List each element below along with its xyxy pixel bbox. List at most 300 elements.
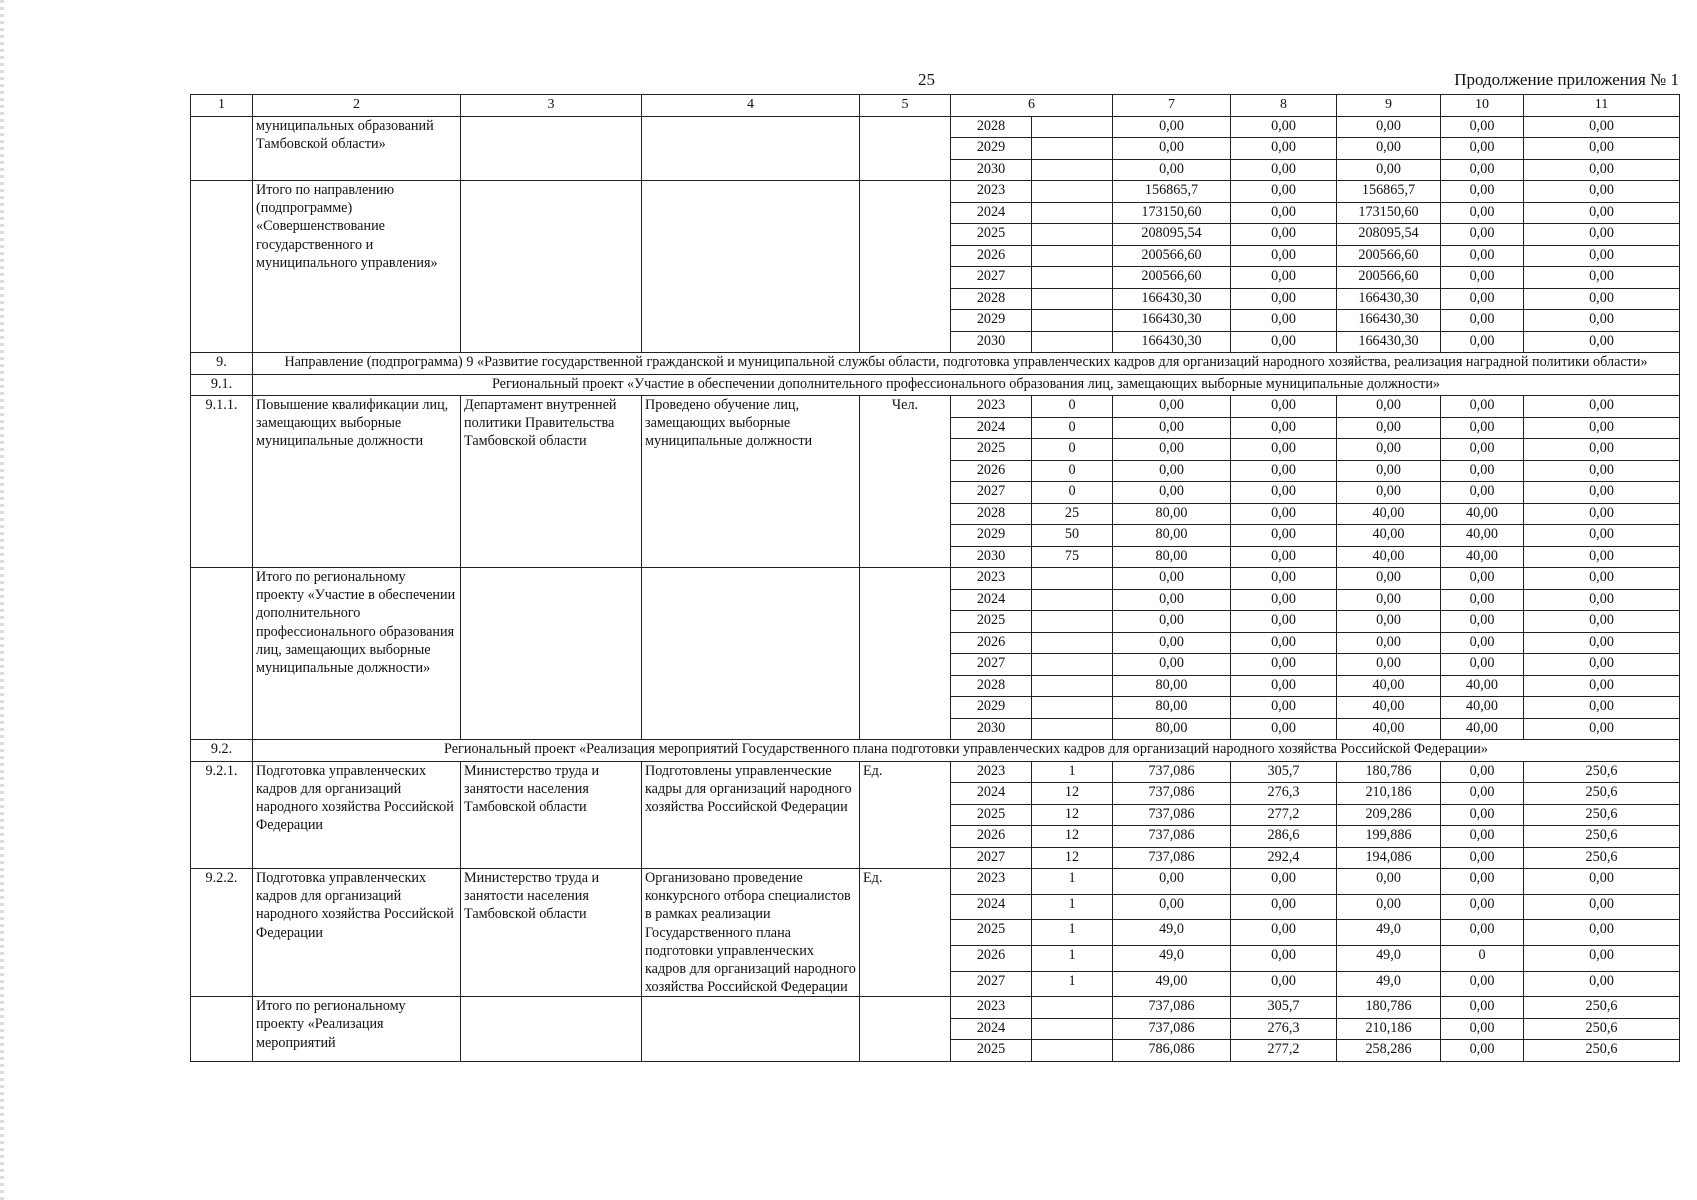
extra-budget: 0,00 — [1524, 675, 1680, 697]
year-cell: 2024 — [951, 1018, 1032, 1040]
year-cell: 2026 — [951, 460, 1032, 482]
extra-budget: 0,00 — [1524, 632, 1680, 654]
col-header: 3 — [461, 95, 642, 117]
year-cell: 2027 — [951, 971, 1032, 997]
regional-budget: 210,186 — [1337, 783, 1441, 805]
indicator-value: 0 — [1032, 482, 1113, 504]
total-amount: 166430,30 — [1113, 288, 1231, 310]
regional-budget: 194,086 — [1337, 847, 1441, 869]
item-executor — [461, 181, 642, 353]
extra-budget: 0,00 — [1524, 417, 1680, 439]
regional-budget: 49,0 — [1337, 945, 1441, 971]
total-amount: 80,00 — [1113, 718, 1231, 740]
indicator-value: 1 — [1032, 869, 1113, 895]
local-budget: 0,00 — [1441, 288, 1524, 310]
extra-budget: 250,6 — [1524, 1018, 1680, 1040]
federal-budget: 0,00 — [1231, 331, 1337, 353]
local-budget: 40,00 — [1441, 546, 1524, 568]
item-executor: Департамент внутренней политики Правительства Тамбовской области — [461, 396, 642, 568]
extra-budget: 0,00 — [1524, 116, 1680, 138]
total-amount: 0,00 — [1113, 396, 1231, 418]
indicator-value: 12 — [1032, 783, 1113, 805]
year-cell: 2026 — [951, 632, 1032, 654]
total-amount: 786,086 — [1113, 1040, 1231, 1062]
total-amount: 737,086 — [1113, 761, 1231, 783]
local-budget: 0,00 — [1441, 482, 1524, 504]
federal-budget: 305,7 — [1231, 997, 1337, 1019]
year-cell: 2030 — [951, 546, 1032, 568]
item-name: Итого по направлению (подпрограмме) «Совершенствование государственного и муниципального управления» — [253, 181, 461, 353]
total-amount: 0,00 — [1113, 894, 1231, 920]
total-amount: 0,00 — [1113, 417, 1231, 439]
regional-budget: 0,00 — [1337, 460, 1441, 482]
year-cell: 2026 — [951, 245, 1032, 267]
year-cell: 2030 — [951, 718, 1032, 740]
total-amount: 49,00 — [1113, 971, 1231, 997]
total-amount: 0,00 — [1113, 460, 1231, 482]
local-budget: 0,00 — [1441, 181, 1524, 203]
extra-budget: 0,00 — [1524, 460, 1680, 482]
item-number: 9.2.1. — [191, 761, 253, 869]
extra-budget: 0,00 — [1524, 138, 1680, 160]
federal-budget: 0,00 — [1231, 116, 1337, 138]
extra-budget: 0,00 — [1524, 546, 1680, 568]
year-cell: 2028 — [951, 503, 1032, 525]
local-budget: 0,00 — [1441, 997, 1524, 1019]
federal-budget: 276,3 — [1231, 783, 1337, 805]
extra-budget: 0,00 — [1524, 611, 1680, 633]
local-budget: 0,00 — [1441, 654, 1524, 676]
extra-budget: 0,00 — [1524, 245, 1680, 267]
extra-budget: 0,00 — [1524, 181, 1680, 203]
local-budget: 0,00 — [1441, 138, 1524, 160]
subsection-number: 9.1. — [191, 374, 253, 396]
local-budget: 0,00 — [1441, 894, 1524, 920]
col-header: 7 — [1113, 95, 1231, 117]
year-cell: 2025 — [951, 804, 1032, 826]
local-budget: 0,00 — [1441, 202, 1524, 224]
local-budget: 0,00 — [1441, 632, 1524, 654]
total-amount: 80,00 — [1113, 546, 1231, 568]
local-budget: 0,00 — [1441, 847, 1524, 869]
table-row — [191, 761, 1680, 783]
indicator-value: 0 — [1032, 417, 1113, 439]
local-budget: 0,00 — [1441, 159, 1524, 181]
regional-budget: 0,00 — [1337, 159, 1441, 181]
item-unit: Ед. — [860, 869, 951, 997]
extra-budget: 0,00 — [1524, 525, 1680, 547]
year-cell: 2029 — [951, 138, 1032, 160]
local-budget: 40,00 — [1441, 525, 1524, 547]
total-amount: 208095,54 — [1113, 224, 1231, 246]
total-amount: 49,0 — [1113, 945, 1231, 971]
federal-budget: 0,00 — [1231, 568, 1337, 590]
total-amount: 737,086 — [1113, 783, 1231, 805]
page-number: 25 — [918, 70, 935, 89]
year-cell: 2025 — [951, 611, 1032, 633]
item-result: Проведено обучение лиц, замещающих выборные муниципальные должности — [642, 396, 860, 568]
regional-budget: 166430,30 — [1337, 331, 1441, 353]
regional-budget: 166430,30 — [1337, 288, 1441, 310]
regional-budget: 0,00 — [1337, 417, 1441, 439]
local-budget: 0,00 — [1441, 826, 1524, 848]
total-amount: 0,00 — [1113, 439, 1231, 461]
indicator-value: 50 — [1032, 525, 1113, 547]
subsection-title: Региональный проект «Участие в обеспечении дополнительного профессионального образования лиц, замещающих выборные муниципальные должности» — [253, 374, 1680, 396]
federal-budget: 292,4 — [1231, 847, 1337, 869]
federal-budget: 0,00 — [1231, 945, 1337, 971]
regional-budget: 0,00 — [1337, 611, 1441, 633]
item-number: 9.2.2. — [191, 869, 253, 997]
federal-budget: 0,00 — [1231, 288, 1337, 310]
year-cell: 2027 — [951, 654, 1032, 676]
total-amount: 0,00 — [1113, 654, 1231, 676]
extra-budget: 0,00 — [1524, 697, 1680, 719]
item-result: Подготовлены управленческие кадры для организаций народного хозяйства Российской Федерации — [642, 761, 860, 869]
regional-budget: 0,00 — [1337, 632, 1441, 654]
year-cell: 2029 — [951, 525, 1032, 547]
regional-budget: 40,00 — [1337, 697, 1441, 719]
regional-budget: 0,00 — [1337, 396, 1441, 418]
regional-budget: 40,00 — [1337, 546, 1441, 568]
indicator-value: 12 — [1032, 847, 1113, 869]
federal-budget: 0,00 — [1231, 503, 1337, 525]
federal-budget: 0,00 — [1231, 611, 1337, 633]
indicator-value: 0 — [1032, 439, 1113, 461]
federal-budget: 0,00 — [1231, 654, 1337, 676]
local-budget: 0,00 — [1441, 1040, 1524, 1062]
col-header: 6 — [951, 95, 1113, 117]
federal-budget: 0,00 — [1231, 396, 1337, 418]
federal-budget: 0,00 — [1231, 920, 1337, 946]
year-cell: 2023 — [951, 997, 1032, 1019]
regional-budget: 0,00 — [1337, 138, 1441, 160]
item-unit: Ед. — [860, 761, 951, 869]
column-number-row — [191, 95, 1680, 117]
federal-budget: 0,00 — [1231, 417, 1337, 439]
indicator-value — [1032, 159, 1113, 181]
item-name: Итого по региональному проекту «Реализация мероприятий — [253, 997, 461, 1062]
federal-budget: 0,00 — [1231, 632, 1337, 654]
regional-budget: 0,00 — [1337, 869, 1441, 895]
total-amount: 737,086 — [1113, 997, 1231, 1019]
local-budget: 0,00 — [1441, 310, 1524, 332]
item-number: 9.1.1. — [191, 396, 253, 568]
col-header: 1 — [191, 95, 253, 117]
program-table — [190, 94, 1680, 1062]
total-amount: 80,00 — [1113, 503, 1231, 525]
item-number — [191, 116, 253, 181]
col-header: 2 — [253, 95, 461, 117]
year-cell: 2023 — [951, 568, 1032, 590]
col-header: 5 — [860, 95, 951, 117]
extra-budget: 250,6 — [1524, 826, 1680, 848]
local-budget: 0,00 — [1441, 589, 1524, 611]
indicator-value: 0 — [1032, 396, 1113, 418]
extra-budget: 0,00 — [1524, 718, 1680, 740]
extra-budget: 0,00 — [1524, 288, 1680, 310]
total-amount: 737,086 — [1113, 804, 1231, 826]
col-header: 8 — [1231, 95, 1337, 117]
local-budget: 0,00 — [1441, 869, 1524, 895]
extra-budget: 0,00 — [1524, 568, 1680, 590]
table-row — [191, 568, 1680, 590]
indicator-value — [1032, 245, 1113, 267]
local-budget: 0,00 — [1441, 971, 1524, 997]
section-row — [191, 374, 1680, 396]
year-cell: 2030 — [951, 159, 1032, 181]
extra-budget: 0,00 — [1524, 310, 1680, 332]
year-cell: 2027 — [951, 267, 1032, 289]
federal-budget: 0,00 — [1231, 675, 1337, 697]
extra-budget: 0,00 — [1524, 869, 1680, 895]
regional-budget: 0,00 — [1337, 894, 1441, 920]
year-cell: 2029 — [951, 697, 1032, 719]
indicator-value — [1032, 138, 1113, 160]
year-cell: 2024 — [951, 589, 1032, 611]
extra-budget: 0,00 — [1524, 202, 1680, 224]
indicator-value — [1032, 331, 1113, 353]
item-result — [642, 568, 860, 740]
local-budget: 40,00 — [1441, 697, 1524, 719]
federal-budget: 305,7 — [1231, 761, 1337, 783]
federal-budget: 0,00 — [1231, 589, 1337, 611]
federal-budget: 0,00 — [1231, 181, 1337, 203]
local-budget: 0,00 — [1441, 245, 1524, 267]
year-cell: 2026 — [951, 826, 1032, 848]
federal-budget: 0,00 — [1231, 267, 1337, 289]
year-cell: 2023 — [951, 181, 1032, 203]
total-amount: 0,00 — [1113, 589, 1231, 611]
extra-budget: 0,00 — [1524, 971, 1680, 997]
extra-budget: 0,00 — [1524, 920, 1680, 946]
regional-budget: 40,00 — [1337, 718, 1441, 740]
table-row — [191, 997, 1680, 1019]
col-header: 4 — [642, 95, 860, 117]
regional-budget: 40,00 — [1337, 525, 1441, 547]
col-header: 9 — [1337, 95, 1441, 117]
regional-budget: 180,786 — [1337, 997, 1441, 1019]
indicator-value — [1032, 675, 1113, 697]
item-executor — [461, 568, 642, 740]
year-cell: 2030 — [951, 331, 1032, 353]
item-result: Организовано проведение конкурсного отбора специалистов в рамках реализации Государственного плана подготовки управленческих кадров для организаций народного хозяйства Российской Федерации — [642, 869, 860, 997]
table-row — [191, 116, 1680, 138]
total-amount: 173150,60 — [1113, 202, 1231, 224]
federal-budget: 276,3 — [1231, 1018, 1337, 1040]
indicator-value — [1032, 288, 1113, 310]
total-amount: 166430,30 — [1113, 331, 1231, 353]
year-cell: 2026 — [951, 945, 1032, 971]
indicator-value — [1032, 654, 1113, 676]
local-budget: 40,00 — [1441, 718, 1524, 740]
total-amount: 0,00 — [1113, 568, 1231, 590]
indicator-value: 1 — [1032, 920, 1113, 946]
local-budget: 0,00 — [1441, 761, 1524, 783]
section-title: Направление (подпрограмма) 9 «Развитие государственной гражданской и муниципальной службы области, подготовка управленческих кадров для организаций народного хозяйства, реализация наградной политики области» — [253, 353, 1680, 375]
total-amount: 0,00 — [1113, 138, 1231, 160]
regional-budget: 40,00 — [1337, 675, 1441, 697]
extra-budget: 0,00 — [1524, 589, 1680, 611]
item-executor — [461, 997, 642, 1062]
federal-budget: 0,00 — [1231, 439, 1337, 461]
regional-budget: 156865,7 — [1337, 181, 1441, 203]
local-budget: 0 — [1441, 945, 1524, 971]
year-cell: 2028 — [951, 675, 1032, 697]
local-budget: 0,00 — [1441, 920, 1524, 946]
local-budget: 0,00 — [1441, 331, 1524, 353]
section-row — [191, 353, 1680, 375]
indicator-value — [1032, 718, 1113, 740]
year-cell: 2027 — [951, 847, 1032, 869]
item-executor: Министерство труда и занятости населения Тамбовской области — [461, 761, 642, 869]
extra-budget: 250,6 — [1524, 761, 1680, 783]
item-unit — [860, 116, 951, 181]
indicator-value: 75 — [1032, 546, 1113, 568]
year-cell: 2023 — [951, 869, 1032, 895]
indicator-value — [1032, 202, 1113, 224]
total-amount: 166430,30 — [1113, 310, 1231, 332]
item-executor: Министерство труда и занятости населения Тамбовской области — [461, 869, 642, 997]
federal-budget: 0,00 — [1231, 460, 1337, 482]
local-budget: 0,00 — [1441, 568, 1524, 590]
indicator-value — [1032, 632, 1113, 654]
federal-budget: 0,00 — [1231, 546, 1337, 568]
total-amount: 0,00 — [1113, 869, 1231, 895]
total-amount: 0,00 — [1113, 159, 1231, 181]
indicator-value — [1032, 1018, 1113, 1040]
item-name: муниципальных образований Тамбовской области» — [253, 116, 461, 181]
extra-budget: 0,00 — [1524, 654, 1680, 676]
subsection-number: 9.2. — [191, 740, 253, 762]
federal-budget: 0,00 — [1231, 894, 1337, 920]
total-amount: 737,086 — [1113, 847, 1231, 869]
item-unit: Чел. — [860, 396, 951, 568]
total-amount: 0,00 — [1113, 482, 1231, 504]
total-amount: 80,00 — [1113, 697, 1231, 719]
year-cell: 2025 — [951, 439, 1032, 461]
extra-budget: 0,00 — [1524, 439, 1680, 461]
item-result — [642, 997, 860, 1062]
federal-budget: 0,00 — [1231, 482, 1337, 504]
col-header: 10 — [1441, 95, 1524, 117]
item-name: Подготовка управленческих кадров для организаций народного хозяйства Российской Федерации — [253, 869, 461, 997]
regional-budget: 258,286 — [1337, 1040, 1441, 1062]
item-name: Итого по региональному проекту «Участие в обеспечении дополнительного профессионального образования лиц, замещающих выборные муниципальные должности» — [253, 568, 461, 740]
federal-budget: 0,00 — [1231, 245, 1337, 267]
table-row — [191, 181, 1680, 203]
extra-budget: 0,00 — [1524, 503, 1680, 525]
local-budget: 0,00 — [1441, 783, 1524, 805]
regional-budget: 0,00 — [1337, 116, 1441, 138]
year-cell: 2023 — [951, 396, 1032, 418]
regional-budget: 209,286 — [1337, 804, 1441, 826]
indicator-value: 0 — [1032, 460, 1113, 482]
year-cell: 2025 — [951, 920, 1032, 946]
indicator-value — [1032, 568, 1113, 590]
indicator-value: 1 — [1032, 971, 1113, 997]
regional-budget: 49,0 — [1337, 971, 1441, 997]
regional-budget: 173150,60 — [1337, 202, 1441, 224]
regional-budget: 208095,54 — [1337, 224, 1441, 246]
federal-budget: 0,00 — [1231, 202, 1337, 224]
total-amount: 737,086 — [1113, 1018, 1231, 1040]
regional-budget: 0,00 — [1337, 482, 1441, 504]
regional-budget: 180,786 — [1337, 761, 1441, 783]
federal-budget: 0,00 — [1231, 525, 1337, 547]
total-amount: 737,086 — [1113, 826, 1231, 848]
regional-budget: 40,00 — [1337, 503, 1441, 525]
federal-budget: 0,00 — [1231, 310, 1337, 332]
table-row — [191, 869, 1680, 895]
federal-budget: 0,00 — [1231, 159, 1337, 181]
local-budget: 0,00 — [1441, 460, 1524, 482]
regional-budget: 200566,60 — [1337, 245, 1441, 267]
item-result — [642, 116, 860, 181]
total-amount: 49,0 — [1113, 920, 1231, 946]
extra-budget: 0,00 — [1524, 159, 1680, 181]
regional-budget: 0,00 — [1337, 568, 1441, 590]
extra-budget: 0,00 — [1524, 331, 1680, 353]
total-amount: 0,00 — [1113, 632, 1231, 654]
regional-budget: 166430,30 — [1337, 310, 1441, 332]
federal-budget: 0,00 — [1231, 718, 1337, 740]
extra-budget: 250,6 — [1524, 1040, 1680, 1062]
year-cell: 2025 — [951, 224, 1032, 246]
item-number — [191, 181, 253, 353]
regional-budget: 0,00 — [1337, 439, 1441, 461]
federal-budget: 286,6 — [1231, 826, 1337, 848]
extra-budget: 250,6 — [1524, 804, 1680, 826]
continuation-label: Продолжение приложения № 1 — [1454, 70, 1679, 89]
federal-budget: 0,00 — [1231, 224, 1337, 246]
local-budget: 0,00 — [1441, 417, 1524, 439]
indicator-value: 1 — [1032, 761, 1113, 783]
item-result — [642, 181, 860, 353]
regional-budget: 199,886 — [1337, 826, 1441, 848]
federal-budget: 0,00 — [1231, 971, 1337, 997]
table-row — [191, 396, 1680, 418]
local-budget: 40,00 — [1441, 675, 1524, 697]
item-number — [191, 997, 253, 1062]
extra-budget: 250,6 — [1524, 997, 1680, 1019]
item-unit — [860, 997, 951, 1062]
section-row — [191, 740, 1680, 762]
extra-budget: 0,00 — [1524, 396, 1680, 418]
federal-budget: 0,00 — [1231, 869, 1337, 895]
year-cell: 2028 — [951, 116, 1032, 138]
year-cell: 2023 — [951, 761, 1032, 783]
regional-budget: 210,186 — [1337, 1018, 1441, 1040]
extra-budget: 0,00 — [1524, 894, 1680, 920]
extra-budget: 0,00 — [1524, 482, 1680, 504]
extra-budget: 0,00 — [1524, 267, 1680, 289]
year-cell: 2024 — [951, 894, 1032, 920]
item-name: Повышение квалификации лиц, замещающих выборные муниципальные должности — [253, 396, 461, 568]
local-budget: 0,00 — [1441, 439, 1524, 461]
indicator-value — [1032, 181, 1113, 203]
indicator-value — [1032, 589, 1113, 611]
local-budget: 0,00 — [1441, 804, 1524, 826]
year-cell: 2024 — [951, 417, 1032, 439]
total-amount: 200566,60 — [1113, 267, 1231, 289]
indicator-value — [1032, 697, 1113, 719]
regional-budget: 200566,60 — [1337, 267, 1441, 289]
item-executor — [461, 116, 642, 181]
col-header: 11 — [1524, 95, 1680, 117]
regional-budget: 0,00 — [1337, 654, 1441, 676]
indicator-value — [1032, 116, 1113, 138]
